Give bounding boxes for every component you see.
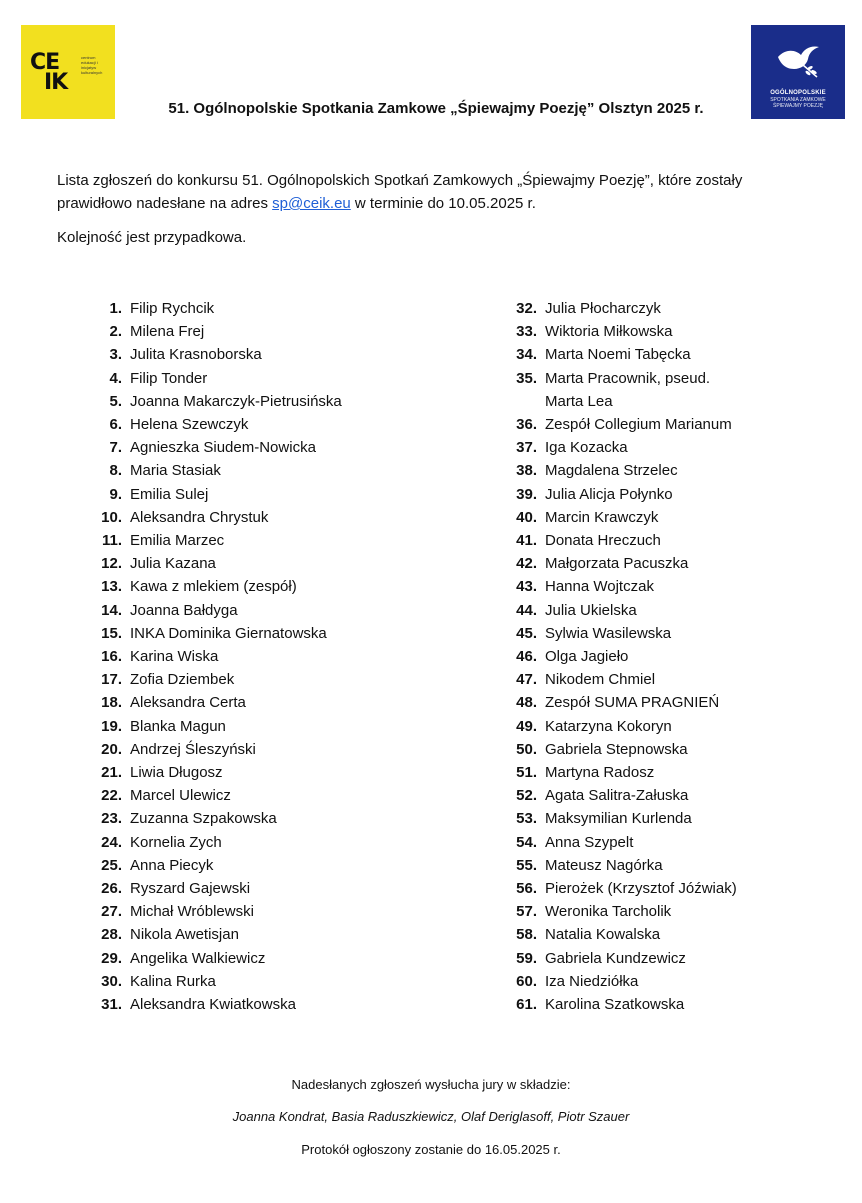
list-item-number: 16. [101,648,122,666]
list-item-name: Magdalena Strzelec [545,462,678,480]
list-item [90,947,370,970]
list-item-name: Aleksandra Chrystuk [130,508,269,526]
list-item-name: Zespół SUMA PRAGNIEŃ [545,694,720,712]
list-item [90,413,370,436]
list-item-number: 33. [516,323,537,341]
list-item [90,831,370,854]
list-item-name: Marta Pracownik, pseud. Marta Lea [545,369,711,410]
list-item-number: 61. [516,996,537,1014]
list-item-number: 47. [516,671,537,689]
list-item-number: 2. [109,323,122,341]
list-item-number: 30. [101,972,122,990]
list-item-name: Anna Piecyk [130,856,214,874]
list-item-number: 34. [516,346,537,364]
list-item [90,691,370,714]
list-item-name: Karolina Szatkowska [545,996,685,1014]
list-item [90,854,370,877]
list-item-number: 4. [109,369,122,387]
ceik-logo-mark: CE IK [30,50,68,95]
list-item-number: 59. [516,949,537,967]
list-item [505,297,745,320]
list-item-name: Marcin Krawczyk [545,508,659,526]
list-item-number: 58. [516,926,537,944]
jury-intro: Nadesłanych zgłoszeń wysłucha jury w składzie: [291,1077,571,1092]
list-item-number: 9. [109,485,122,503]
list-item [90,575,370,598]
list-item-number: 14. [101,601,122,619]
list-item-number: 32. [516,300,537,317]
list-item-name: Andrzej Śleszyński [130,740,256,758]
list-item [90,923,370,946]
list-item-name: Anna Szypelt [545,833,634,851]
list-item [505,529,745,552]
list-item-name: Filip Rychcik [130,300,215,317]
list-item-number: 20. [101,740,122,758]
list-item [505,715,745,738]
list-item-name: Julia Alicja Połynko [545,485,673,503]
list-item [505,761,745,784]
jury-names: Joanna Kondrat, Basia Raduszkiewicz, Olaf Deriglasoff, Piotr Szauer [232,1109,630,1124]
list-item [90,599,370,622]
list-item-name: Hanna Wojtczak [545,578,654,596]
list-item-number: 23. [101,810,122,828]
list-item-name: Aleksandra Kwiatkowska [130,996,296,1014]
list-item-number: 48. [516,694,537,712]
list-item-number: 37. [516,439,537,457]
list-item-name: Kalina Rurka [130,972,216,990]
list-item-number: 45. [516,624,537,642]
list-item [90,297,370,320]
list-item [90,668,370,691]
list-item-number: 43. [516,578,537,596]
list-item [90,807,370,830]
list-item-number: 13. [101,578,122,596]
list-item-name: Marta Noemi Tabęcka [545,346,691,364]
list-item-name: Ryszard Gajewski [130,880,251,898]
list-item-name: Zuzanna Szpakowska [130,810,277,828]
list-item [505,854,745,877]
list-item-number: 54. [516,833,537,851]
list-item [90,622,370,645]
list-item-number: 60. [516,972,537,990]
list-item [505,691,745,714]
festival-logo-line1: OGÓLNOPOLSKIE [770,90,826,96]
list-item-name: Julia Ukielska [545,601,637,619]
list-item-name: Aleksandra Certa [130,694,246,712]
list-item-number: 1. [109,300,122,317]
list-item-name: Katarzyna Kokoryn [545,717,672,735]
protocol-note: Protokół ogłoszony zostanie do 16.05.2025 r. [301,1142,561,1157]
list-item-name: Maksymilian Kurlenda [545,810,692,828]
list-item-name: Emilia Sulej [130,485,209,503]
list-item-number: 28. [101,926,122,944]
list-item-name: Olga Jagieło [545,648,629,666]
list-item [505,993,745,1016]
list-item-name: Weronika Tarcholik [545,903,672,921]
list-item [90,993,370,1016]
list-item-name: Filip Tonder [130,369,208,387]
list-item [90,715,370,738]
list-item [505,923,745,946]
list-item-number: 3. [109,346,122,364]
list-item [90,761,370,784]
list-item [90,506,370,529]
list-item [90,784,370,807]
list-item-name: Iza Niedziółka [545,972,639,990]
intro-paragraph: Lista zgłoszeń do konkursu 51. Ogólnopolskich Spotkań Zamkowych „Śpiewajmy Poezję”, które zostały prawidłowo nadesłane na adres sp@ceik.eu w terminie do 10.05.2025 r. [57,172,743,212]
email-link[interactable]: sp@ceik.eu [272,195,351,212]
list-item-name: INKA Dominika Giernatowska [130,624,327,642]
list-item-name: Karina Wiska [130,648,219,666]
list-item-number: 53. [516,810,537,828]
list-item [505,668,745,691]
list-item [90,343,370,366]
list-item [505,947,745,970]
entries-list-right [505,297,745,1016]
list-item [90,877,370,900]
list-item-name: Zofia Dziembek [130,671,235,689]
list-item-number: 46. [516,648,537,666]
list-item [90,390,370,413]
list-item-number: 36. [516,416,537,434]
list-item-name: Wiktoria Miłkowska [545,323,673,341]
list-item-name: Joanna Makarczyk-Pietrusińska [130,392,342,410]
list-item [90,970,370,993]
list-item-name: Gabriela Kundzewicz [545,949,686,967]
list-item [505,900,745,923]
list-item-name: Julia Płocharczyk [545,300,661,317]
list-item [505,436,745,459]
list-item-number: 8. [109,462,122,480]
list-item-name: Mateusz Nagórka [545,856,663,874]
list-item-name: Zespół Collegium Marianum [545,416,732,434]
list-item [505,877,745,900]
list-item-number: 51. [516,764,537,782]
list-item-number: 56. [516,880,537,898]
list-item-number: 7. [109,439,122,457]
list-item-number: 24. [101,833,122,851]
list-item-number: 15. [101,624,122,642]
list-item-number: 25. [101,856,122,874]
list-item-number: 12. [101,555,122,573]
list-item-number: 52. [516,787,537,805]
list-item-number: 44. [516,601,537,619]
list-item-number: 29. [101,949,122,967]
list-item [505,645,745,668]
list-item [505,413,745,436]
festival-logo-line2: SPOTKANIA ZAMKOWE ŚPIEWAJMY POEZJĘ [770,97,826,109]
list-item [505,599,745,622]
list-item [505,622,745,645]
list-item [505,343,745,366]
list-item-number: 40. [516,508,537,526]
list-item-number: 5. [109,392,122,410]
list-item-name: Iga Kozacka [545,439,628,457]
list-item-number: 31. [101,996,122,1014]
list-item [90,367,370,390]
order-note: Kolejność jest przypadkowa. [57,229,247,246]
list-item-number: 57. [516,903,537,921]
list-item [505,738,745,761]
list-item-name: Maria Stasiak [130,462,221,480]
list-item-name: Milena Frej [130,323,205,341]
list-item-number: 19. [101,717,122,735]
list-item-name: Julita Krasnoborska [130,346,262,364]
list-item [505,367,745,413]
list-item [505,506,745,529]
list-item-number: 55. [516,856,537,874]
ceik-logo-tagline: centrum edukacji i inicjatyw kulturalnych [81,55,103,75]
list-item-name: Liwia Długosz [130,764,223,782]
list-item [90,552,370,575]
list-item [90,900,370,923]
list-item-name: Nikodem Chmiel [545,671,656,689]
list-item [505,459,745,482]
list-item-number: 38. [516,462,537,480]
list-item-name: Agata Salitra-Załuska [545,787,689,805]
list-item-name: Martyna Radosz [545,764,655,782]
list-item-number: 6. [109,416,122,434]
list-item-name: Gabriela Stepnowska [545,740,688,758]
list-item-number: 11. [101,532,122,550]
entries-list-left [90,297,370,1016]
list-item-name: Julia Kazana [130,555,216,573]
list-item-name: Marcel Ulewicz [130,787,231,805]
list-item-name: Kornelia Zych [130,833,222,851]
list-item-name: Donata Hreczuch [545,532,661,550]
list-item-number: 42. [516,555,537,573]
list-item-name: Kawa z mlekiem (zespół) [130,578,297,596]
list-item-name: Pierożek (Krzysztof Jóźwiak) [545,880,737,898]
list-item-name: Małgorzata Pacuszka [545,555,689,573]
list-item-name: Natalia Kowalska [545,926,661,944]
list-item [90,529,370,552]
list-item-number: 26. [101,880,122,898]
list-item [505,320,745,343]
list-item-number: 50. [516,740,537,758]
list-item-name: Sylwia Wasilewska [545,624,672,642]
list-item-name: Angelika Walkiewicz [130,949,266,967]
list-item-name: Michał Wróblewski [130,903,254,921]
list-item [90,320,370,343]
page-title: 51. Ogólnopolskie Spotkania Zamkowe „Śpiewajmy Poezję” Olsztyn 2025 r. [168,100,704,117]
list-item-name: Joanna Bałdyga [130,601,238,619]
list-item-number: 49. [516,717,537,735]
list-item-name: Emilia Marzec [130,532,225,550]
list-item [90,483,370,506]
list-item-number: 35. [516,369,537,387]
list-item-number: 27. [101,903,122,921]
list-item [505,970,745,993]
dove-icon [773,35,823,85]
list-item [505,575,745,598]
list-item [505,552,745,575]
list-item-number: 17. [101,671,122,689]
list-item [90,738,370,761]
list-item [90,436,370,459]
list-item [505,784,745,807]
list-item-name: Agnieszka Siudem-Nowicka [130,439,316,457]
list-item-number: 41. [516,532,537,550]
list-item [90,459,370,482]
list-item [505,807,745,830]
list-item-number: 39. [516,485,537,503]
list-item-name: Blanka Magun [130,717,226,735]
list-item [90,645,370,668]
list-item-number: 10. [101,508,122,526]
list-item-number: 18. [101,694,122,712]
list-item-number: 22. [101,787,122,805]
list-item [505,831,745,854]
list-item [505,483,745,506]
list-item-name: Nikola Awetisjan [130,926,239,944]
list-item-number: 21. [101,764,122,782]
list-item-name: Helena Szewczyk [130,416,249,434]
